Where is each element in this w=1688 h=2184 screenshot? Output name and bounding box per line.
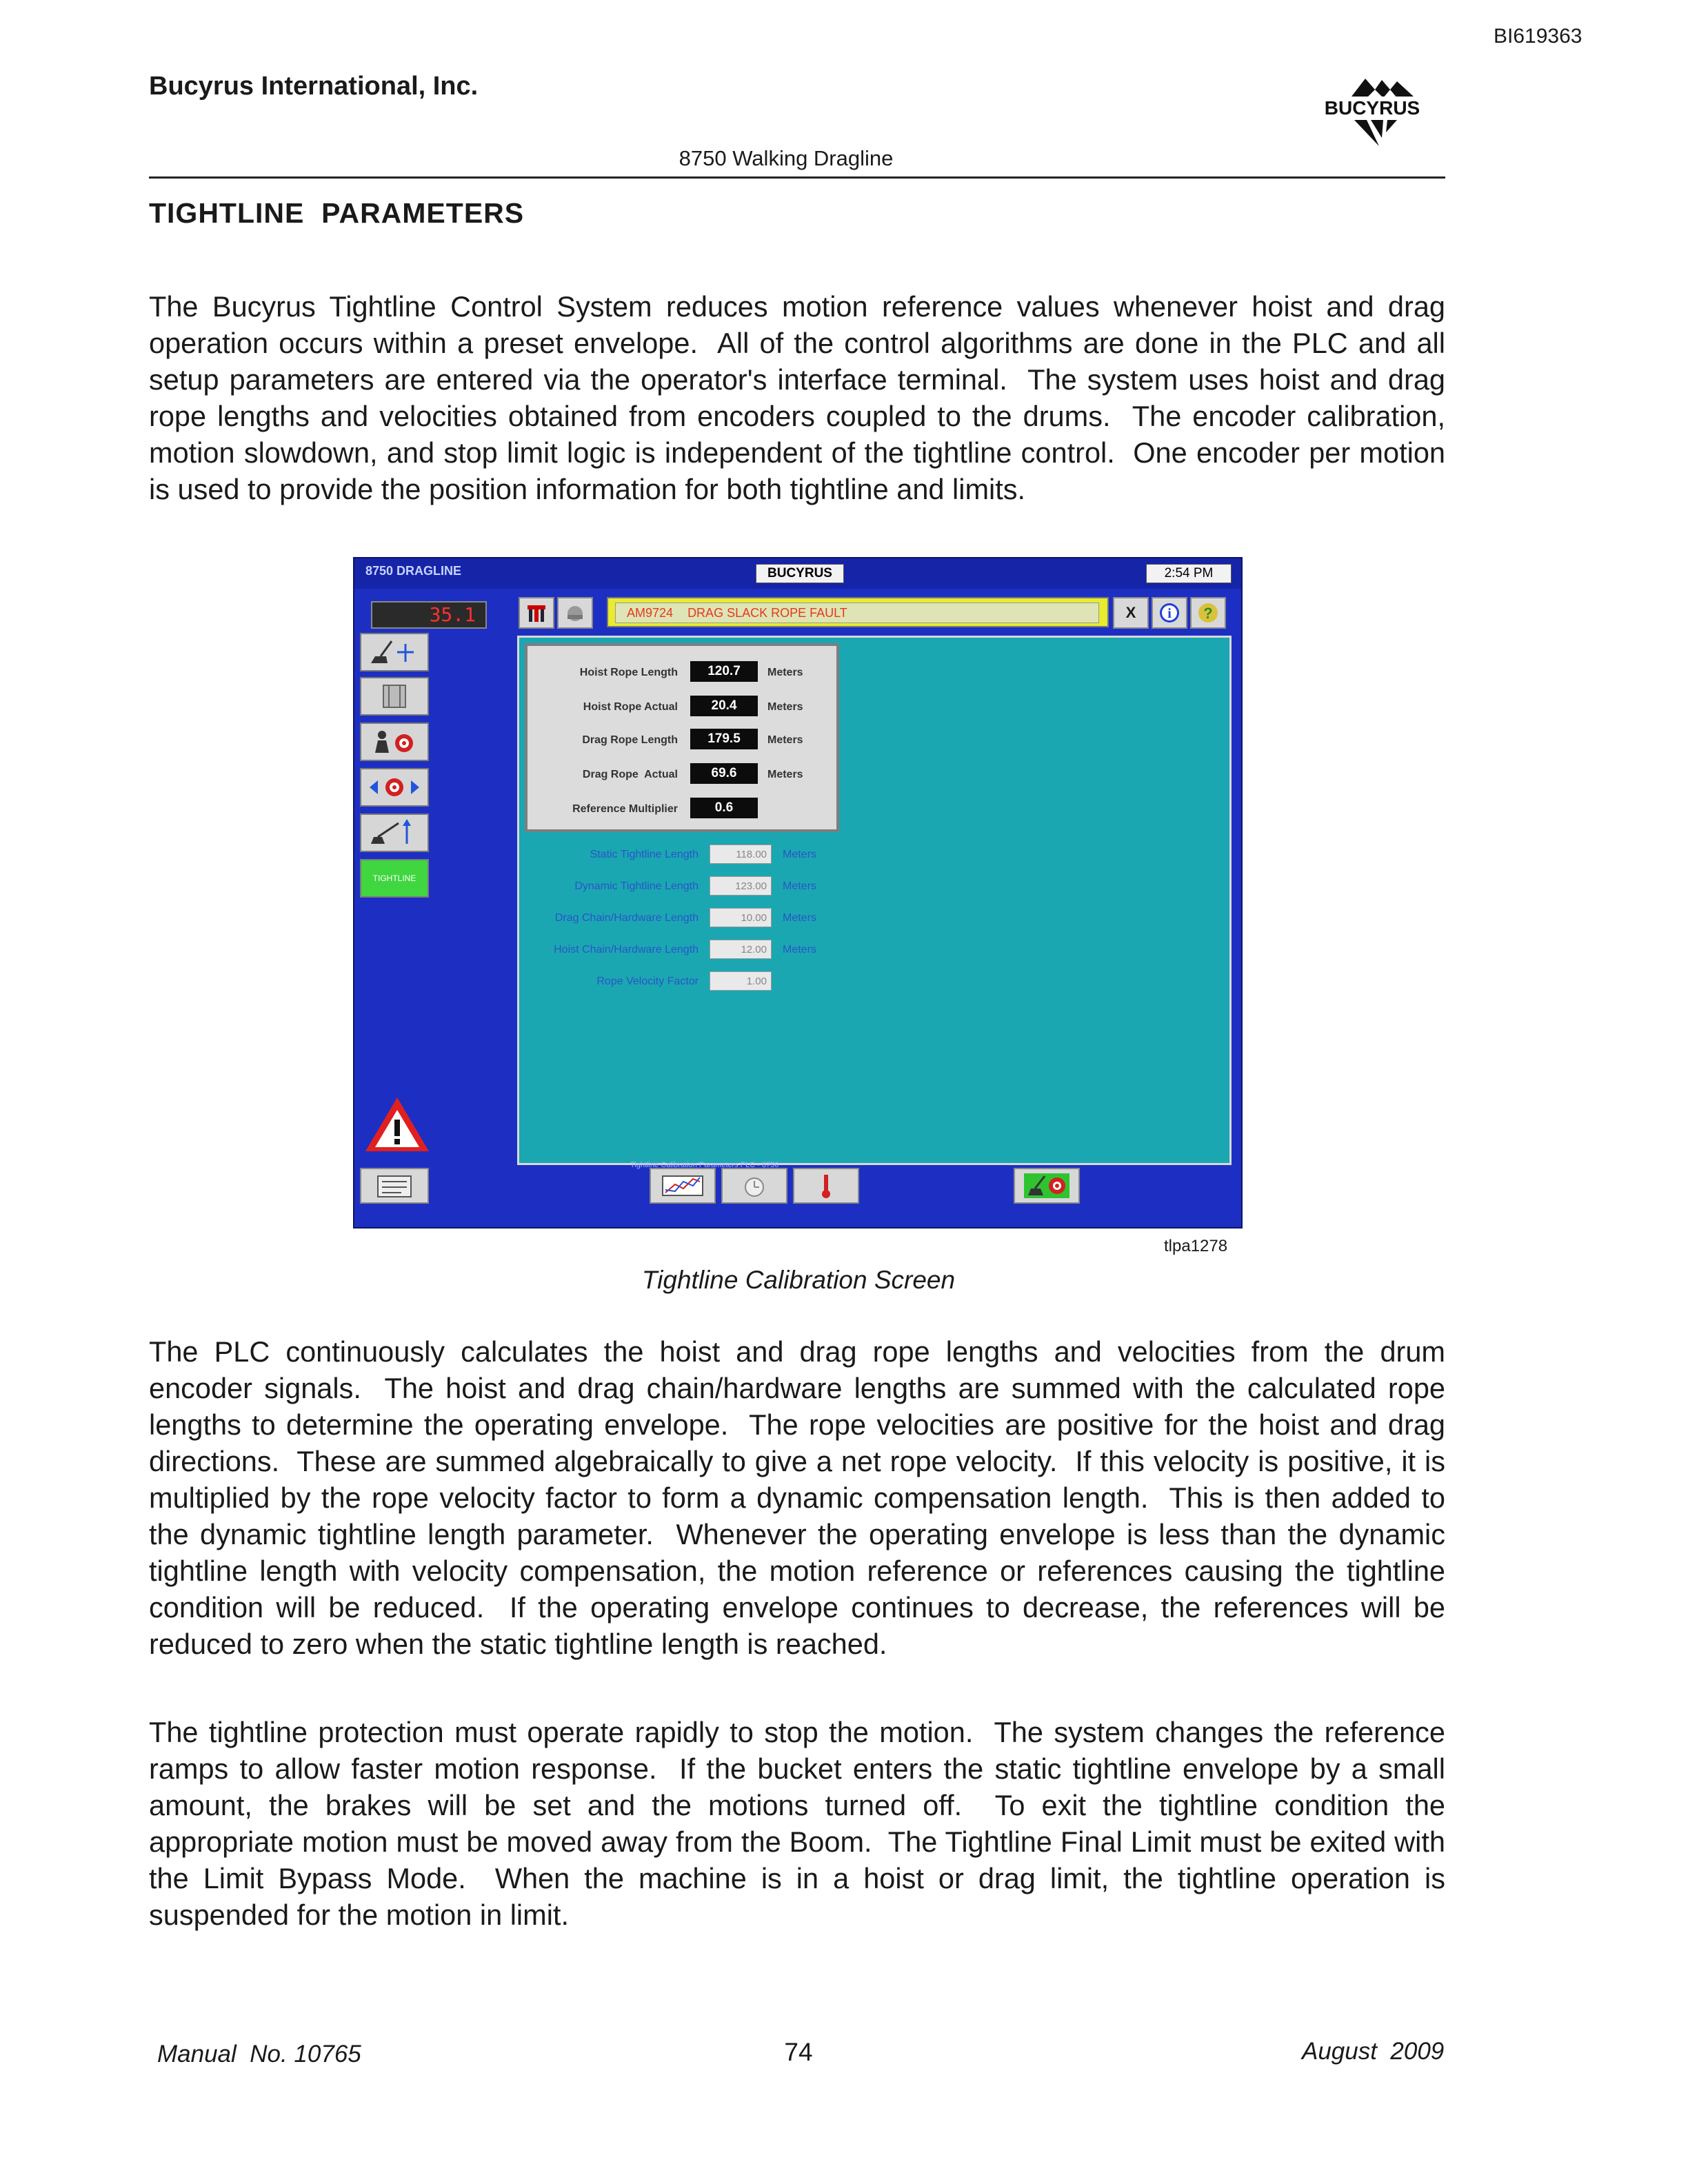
company-name: Bucyrus International, Inc. — [149, 72, 479, 101]
readout-label: Drag Rope Actual — [582, 769, 678, 780]
readout-row — [528, 729, 836, 752]
parameter-row — [519, 876, 850, 900]
info-glyph: i — [1167, 606, 1172, 621]
dragline-target-icon — [1023, 1172, 1071, 1200]
info-icon — [1158, 601, 1181, 625]
tightline-calibration-screen — [353, 557, 1243, 1228]
readout-unit: Meters — [767, 734, 803, 746]
trend-button[interactable] — [650, 1168, 716, 1204]
warning-icon[interactable] — [361, 1093, 433, 1155]
readout-row — [528, 798, 836, 821]
alarm-banner[interactable] — [607, 597, 1109, 627]
readout-row — [528, 696, 836, 719]
paragraph-calculation: The PLC continuously calculates the hoist and drag rope lengths and velocities from the drum encoder signals. The hoist and drag chain/hardware lengths are summed with the calculated rope lengths to determine the operating envelope. The rope velocities are positive for the hoist and drag directions. These are summed algebraically to give a net rope velocity. If this velocity is positive, it is multiplied by the rope velocity factor to form a dynamic compensation length. This is then added to the dynamic tightline length parameter. Whenever the operating envelope is less than the dynamic tightline length with velocity compensation, the motion reference or references causing the tightline condition will be reduced. If the operating envelope continues to decrease, the references will be reduced to zero when the static tightline length is reached. — [149, 1335, 1454, 1660]
alarm-code: AM9724 — [627, 606, 674, 620]
dragline-target-button[interactable] — [1014, 1168, 1080, 1204]
readout-row — [528, 763, 836, 787]
bucyrus-logo — [1310, 69, 1434, 152]
hmi-machine-name: 8750 DRAGLINE — [365, 564, 462, 578]
boom-arrow-icon — [367, 818, 422, 848]
footer-page-number: 74 — [784, 2038, 813, 2066]
readout-value: 0.6 — [690, 798, 758, 818]
boom-limits-button[interactable] — [360, 813, 429, 852]
trend-chart-icon — [660, 1172, 705, 1200]
parameter-input[interactable]: 10.00 — [710, 908, 772, 927]
parameter-row — [519, 845, 850, 868]
parameter-input[interactable]: 118.00 — [710, 845, 772, 864]
calibration-panel — [517, 636, 1232, 1165]
info-button[interactable] — [1152, 597, 1187, 629]
paragraph-protection: The tightline protection must operate rapidly to stop the motion. The system changes the reference ramps to allow faster motion response. If the bucket enters the static tightline envelope by a small amount, the brakes will be set and the motions turned off. To exit the tightline condition the appropriate motion must be moved away from the Boom. The Tightline Final Limit must be exited with the Limit Bypass Mode. When the machine is in a hoist or drag limit, the tightline operation is suspended for the motion in limit. — [149, 1716, 1454, 1931]
rope-readouts-box — [525, 643, 839, 832]
operator-target-icon — [367, 727, 422, 757]
parameter-input[interactable]: 12.00 — [710, 940, 772, 959]
parameter-label: Drag Chain/Hardware Length — [554, 912, 699, 924]
tightline-button[interactable]: TIGHTLINE — [360, 859, 429, 898]
parameter-label: Rope Velocity Factor — [596, 975, 699, 987]
hmi-status-text: Tightline Calibration Parameters PLC - 8750 — [630, 1161, 779, 1169]
parameter-unit: Meters — [783, 912, 816, 924]
header-rule — [149, 176, 1445, 179]
readout-unit: Meters — [767, 701, 803, 713]
logo-text: BUCYRUS — [1324, 97, 1420, 119]
paragraph-intro: The Bucyrus Tightline Control System reduces motion reference values whenever hoist and drag operation occurs within a preset envelope. All of the control algorithms are done in the PLC and all setup parameters are entered via the operator's interface terminal. The system uses hoist and drag rope lengths and velocities obtained from encoders coupled to the drums. The encoder calibration, motion slowdown, and stop limit logic is independent of the tightline control. One encoder per motion is used to provide the position information for both tightline and limits. — [149, 290, 1454, 505]
section-title: TIGHTLINE PARAMETERS — [149, 197, 525, 229]
readout-value: 179.5 — [690, 729, 758, 749]
parameter-label: Static Tightline Length — [590, 849, 699, 860]
document-id: BI619363 — [1494, 25, 1582, 48]
logbook-icon — [374, 1172, 415, 1200]
alarm-text: DRAG SLACK ROPE FAULT — [687, 606, 847, 620]
parameter-unit: Meters — [783, 880, 816, 892]
hmi-title-bar — [354, 558, 1243, 589]
machine-frame-icon — [379, 682, 410, 710]
figure-code: tlpa1278 — [1164, 1237, 1228, 1255]
hmi-clock: 2:54 PM — [1146, 564, 1232, 583]
dragline-move-icon — [367, 637, 422, 667]
operator-button[interactable] — [557, 597, 593, 629]
footer-manual-number: Manual No. 10765 — [157, 2041, 361, 2067]
helmet-icon — [563, 601, 587, 625]
alarm-message — [615, 603, 1099, 623]
machine-view-button[interactable] — [360, 677, 429, 716]
operator-target-button[interactable] — [360, 722, 429, 761]
clock-icon — [741, 1172, 768, 1200]
footer-date: August 2009 — [1302, 2038, 1445, 2065]
help-glyph: ? — [1203, 605, 1213, 622]
readout-row — [528, 661, 836, 685]
parameter-unit: Meters — [783, 944, 816, 956]
hmi-brand: BUCYRUS — [756, 564, 844, 583]
alarm-close-button[interactable]: X — [1113, 597, 1149, 629]
help-button[interactable] — [1190, 597, 1226, 629]
logbook-button[interactable] — [360, 1168, 429, 1204]
parameter-unit: Meters — [783, 849, 816, 860]
parameter-input[interactable]: 1.00 — [710, 971, 772, 991]
readout-label: Hoist Rope Actual — [583, 701, 678, 713]
swing-target-button[interactable] — [360, 768, 429, 807]
readout-label: Reference Multiplier — [572, 803, 678, 815]
readout-value: 120.7 — [690, 661, 758, 682]
parameter-row — [519, 971, 850, 995]
readout-unit: Meters — [767, 769, 803, 780]
parameter-row — [519, 940, 850, 963]
machine-icon — [525, 601, 548, 625]
parameter-label: Hoist Chain/Hardware Length — [554, 944, 699, 956]
readout-unit: Meters — [767, 667, 803, 678]
parameter-input[interactable]: 123.00 — [710, 876, 772, 896]
temperature-button[interactable] — [793, 1168, 859, 1204]
help-icon — [1196, 601, 1220, 625]
timer-button[interactable] — [721, 1168, 787, 1204]
parameter-row — [519, 908, 850, 931]
swing-target-icon — [367, 772, 422, 802]
figure-caption: Tightline Calibration Screen — [641, 1266, 956, 1294]
parameter-label: Dynamic Tightline Length — [574, 880, 699, 892]
hmi-counter-display: 35.1 — [371, 601, 487, 629]
document-subtitle: 8750 Walking Dragline — [679, 146, 894, 170]
readout-value: 20.4 — [690, 696, 758, 716]
readout-value: 69.6 — [690, 763, 758, 784]
readout-label: Hoist Rope Length — [579, 667, 678, 678]
readout-label: Drag Rope Length — [582, 734, 678, 746]
machine-status-button[interactable] — [519, 597, 554, 629]
hoist-motion-button[interactable] — [360, 633, 429, 671]
thermometer-icon — [816, 1172, 836, 1200]
